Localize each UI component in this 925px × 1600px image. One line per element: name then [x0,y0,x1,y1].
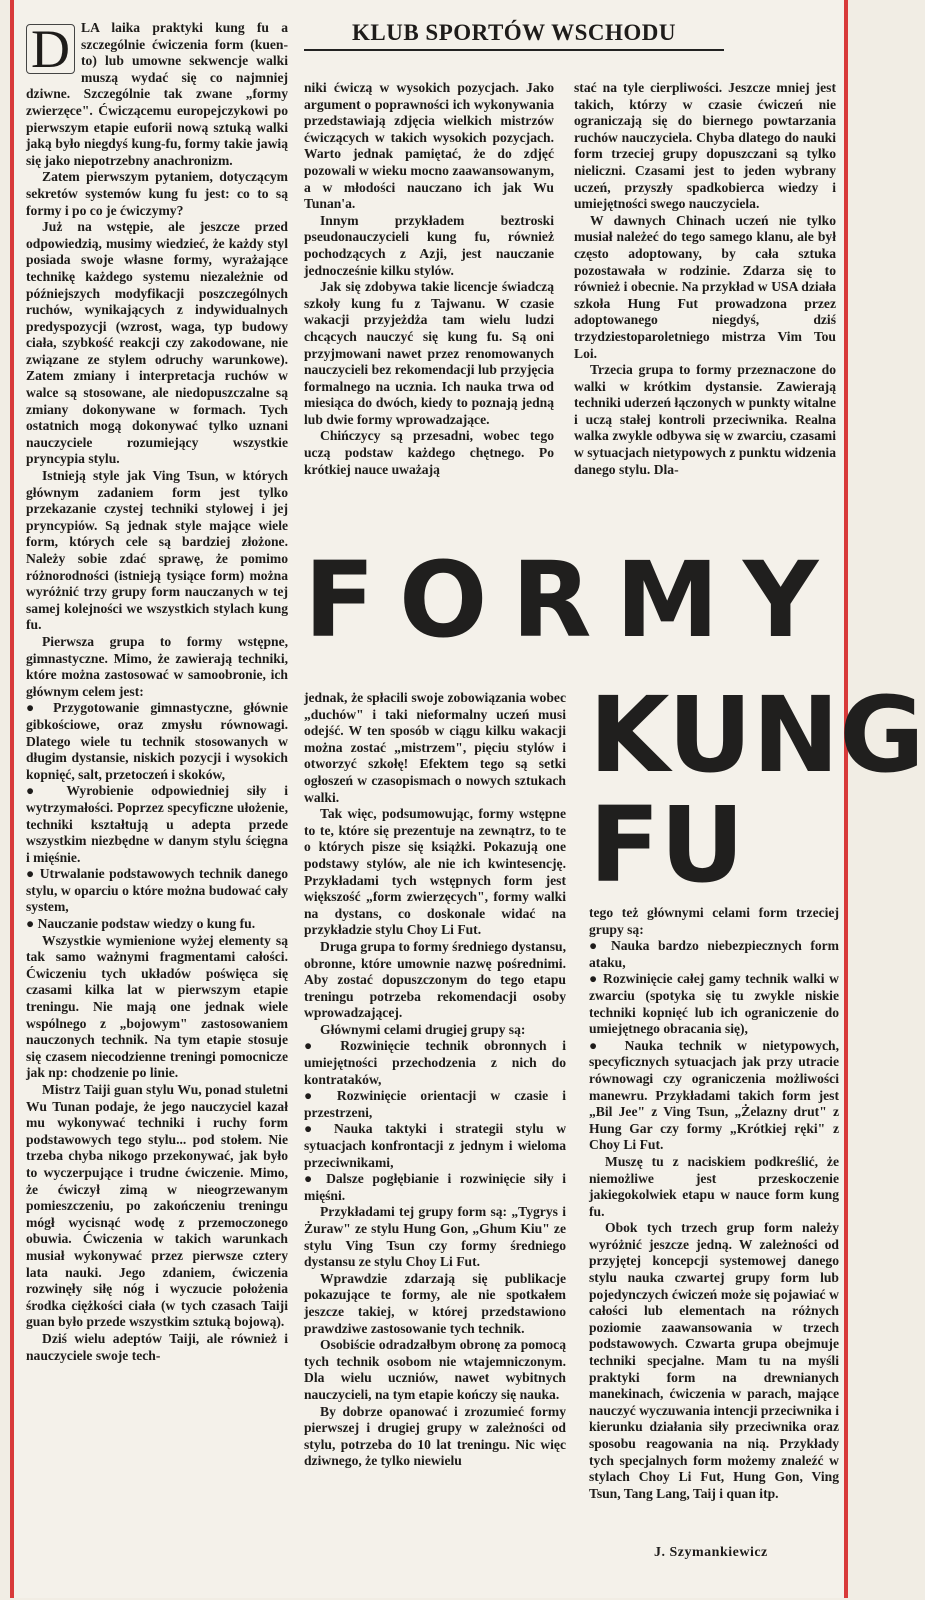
author-signature: J. Szymankiewicz [654,1545,768,1560]
bullet-item: ● Rozwinięcie technik obronnych i umiejętności przechodzenia z nich do kontrataków, [304,1038,566,1088]
paragraph: Pierwsza grupa to formy wstępne, gimnastyczne. Mimo, że zawierają techniki, które można zastosować w samoobronie, ich głównym celem jest: [26,633,288,699]
paragraph: Istnieją style jak Ving Tsun, w których głównym zadaniem form jest tylko przekazanie czystej techniki stylowej i jej pryncypiów. Są jednak style mające wiele form, których cele są bardziej złożone. Należy sobie zdać sprawę, że pomimo różnorodności (istnieją tysiące form) można wyróżnić trzy grupy form nauczanych w tej samej kolejności we wszystkich stylach kung fu. [26,468,288,633]
paragraph: LA laika praktyki kung fu a szczególnie ćwiczenia form (kuen-to) lub umowne sekwencje walki muszą wydać się co najmniej dziwne. Szczególnie tak zwane „formy zwierzęce". Ćwiczącemu europejczykowi po pierwszym etapie euforii nową sztuką walki jaką było niegdyś kung-fu, formy takie jawią się jako niepotrzebny anachronizm. [26,20,288,168]
column-2-top [304,80,554,528]
paragraph: Jak się zdobywa takie licencje świadczą szkoły kung fu z Tajwanu. W czasie wakacji przyjeżdża tam wielu ludzi chcących nauczyć się kung fu. Są oni przyjmowani nawet przez renomowanych nauczycieli bez rekomendacji lub przyjęcia formalnego na ucznia. Ich nauka trwa od miesiąca do dwóch, kiedy to poznają jedną lub dwie formy wprowadzające. [304,279,554,427]
column-2-bottom [304,690,566,1590]
column-3-bottom [589,905,839,1535]
paragraph: Chińczycy są przesadni, wobec tego uczą podstaw każdego chętnego. Po krótkiej nauce uważają [304,428,554,477]
paragraph: jednak, że spłacili swoje zobowiązania wobec „duchów" i taki nieformalny uczeń musi odejść. W ten sposób w ciągu kilku wakacji można zostać „mistrzem", pięciu stylów i otworzyć szkołę! Efektem tego są setki ogłoszeń w czasopismach o nowych sztukach walki. [304,690,566,805]
paragraph: niki ćwiczą w wysokich pozycjach. Jako argument o poprawności ich wykonywania przedstawiają zdjęcia wielkich mistrzów ćwiczących w takich wysokich pozycjach. Warto jednak pamiętać, że do zdjęć pozowali w wieku mocno zaawansowanym, a w młodości nauczano ich jak Wu Tunan'a. [304,80,554,212]
bullet-item: ● Przygotowanie gimnastyczne, głównie gibkościowe, oraz zmysłu równowagi. Dlatego wiele tu technik stosowanych w długim dystansie, niskich pozycji i wysokich kopnięć, salt, przetoczeń i skoków, [26,700,288,783]
paragraph: By dobrze opanować i zrozumieć formy pierwszej i drugiej grupy w zależności od stylu, potrzeba do 10 lat treningu. Nic więc dziwnego, że tylko niewielu [304,1403,566,1469]
paragraph: Mistrz Taiji guan stylu Wu, ponad stuletni Wu Tunan podaje, że jego nauczyciel kazał mu wykonywać techniki i ruchy form podstawowych tego stylu... pod stołem. Nie trzeba chyba nikogo przekonywać, jak było to wyczerpujące i trudne ćwiczenie. Mimo, że ćwiczył zimą w nieogrzewanym pomieszczeniu, po zakończeniu treningu mógł wycisnąć wodę z przemoczonego obuwia. Ćwiczenia w takich warunkach musiał wykonywać przez pierwsze cztery lata nauki. Jego zdaniem, ćwiczenia rozwinęły siłę nóg i wyczucie położenia środka ciężkości ciała (w tych czasach Taiji guan było przede wszystkim sztuką bojową). [26,1082,288,1330]
column-3-top [574,80,836,528]
paragraph: Obok tych trzech grup form należy wyróżnić jeszcze jedną. W zależności od przyjętej koncepcji systemowej danego stylu nauka czwartej grupy form lub pojedynczych ćwiczeń może się pojawiać w całości lub elementach na różnych poziomie zaawansowania w trzech podstawowych. Czwarta grupa obejmuje techniki specjalne. Mam tu na myśli praktyki form na drewnianych manekinach, ćwiczenia w parach, mające nauczyć wyczuwania intencji przeciwnika i kierunku działania siły przeciwnika oraz sposobu reagowania na nią. Przykłady tych specjalnych form możemy znaleźć w stylach Choy Li Fut, Hung Gon, Ving Tsun, Tang Lang, Taij i quan itp. [589,1220,839,1501]
bullet-item: ● Rozwinięcie orientacji w czasie i przestrzeni, [304,1088,566,1121]
paragraph: Przykładami tej grupy form są: „Tygrys i Żuraw" ze stylu Hung Gon, „Ghum Kiu" ze stylu Ving Tsun czy formy średniego dystansu ze stylu Choy Li Fut. [304,1204,566,1270]
bullet-item: ● Wyrobienie odpowiedniej siły i wytrzymałości. Poprzez specyficzne ułożenie, techniki kształtują u adepta przede wszystkim niezbędne w danym stylu ścięgna i mięśnie. [26,783,288,866]
section-headline: KLUB SPORTÓW WSCHODU [304,20,724,51]
bullet-item: ● Nauka technik w nietypowych, specyficznych sytuacjach jak przy utracie równowagi czy ograniczenia możliwości manewru. Przykładami takich form jest „Bil Jee" z Ving Tsun, „Żelazny drut" z Hung Gar czy formy „Krótkiej ręki" z Choy Li Fut. [589,1038,839,1154]
paragraph: Wprawdzie zdarzają się publikacje pokazujące te formy, ale nie spotkałem jeszcze takiej, w której przedstawiono prawdziwe zastosowanie tych technik. [304,1270,566,1336]
paragraph: Trzecia grupa to formy przeznaczone do walki w krótkim dystansie. Zawierają techniki uderzeń łączonych w punkty witalne i uczą stałej kontroli przeciwnika. Realna walka zwykle odbywa się w zwarciu, czasami w sytuacjach nietypowych z punktu widzenia danego stylu. Dla- [574,362,836,477]
bullet-item: ● Nauczanie podstaw wiedzy o kung fu. [26,916,288,933]
paragraph: Wszystkie wymienione wyżej elementy są tak samo ważnymi fragmentami całości. Ćwiczeniu tych układów poświęca się czasami kilka lat w pierwszym etapie treningu. Nie mają one jednak wiele wspólnego z „bojowym" zastosowaniem nauczonych technik. Na tym etapie stosuje się czasem niecodzienne treningi pomocnicze jak np: chodzenie po linie. [26,932,288,1081]
paragraph: Druga grupa to formy średniego dystansu, obronne, które umownie nazwę pośrednimi. Aby zostać dopuszczonym do tego etapu treningu potrzeba rekomendacji osoby wprowadzającej. [304,938,566,1021]
bullet-item: ● Dalsze pogłębianie i rozwinięcie siły i mięśni. [304,1171,566,1204]
bullet-item: ● Rozwinięcie całej gamy technik walki w zwarciu (spotyka się tu zwykle niskie techniki kopnięć lub ich ograniczenie do umiejętnego obracania się), [589,971,839,1037]
paragraph: Muszę tu z naciskiem podkreślić, że niemożliwe jest przeskoczenie jakiegokolwiek etapu w nauce form kung fu. [589,1153,839,1219]
paragraph: Innym przykładem beztroski pseudonauczycieli kung fu, również pochodzących z Azji, jest nauczanie jednocześnie kilku stylów. [304,212,554,278]
paragraph: tego też głównymi celami form trzeciej grupy są: [589,905,839,937]
paragraph: Tak więc, podsumowując, formy wstępne to te, które się prezentuje na zewnątrz, to te o których pisze się książki. Pokazują one podstawy stylów, ale nie ich kwintesencję. Przykładami tych wstępnych form jest większość „form zwierzęcych", formy walki na dystans, co doskonale widać na przykładzie stylu Choy Li Fut. [304,806,566,938]
title-kung: KUNG [589,674,925,796]
paragraph: Zatem pierwszym pytaniem, dotyczącym sekretów systemów kung fu jest: co to są formy i po co je ćwiczymy? [26,169,288,218]
title-fu: FU [589,784,745,906]
title-formy: FORMY [304,539,843,661]
paragraph: Dziś wielu adeptów Taiji, ale również i nauczyciele swoje tech- [26,1330,288,1363]
paragraph: Już na wstępie, ale jeszcze przed odpowiedzią, musimy wiedzieć, że każdy styl posiada swoje własne formy, wyrażające technikę każdego systemu niezależnie od późniejszych modyfikacji poszczególnych ruchów, wynikających z indywidualnych predyspozycji (wzrost, waga, typ budowy ciała, szybkość reakcji czy zakodowane, nie związane ze stylem odruchy warunkowe). Zatem zmiany i interpretacja ruchów w walce są stosowane, ale niedopuszczalne są zmiany dokonywane w formach. Tych ostatnich mogą dokonywać tylko uznani nauczyciele rozumiejący wszystkie pryncypia stylu. [26,219,288,467]
bullet-item: ● Utrwalanie podstawowych technik danego stylu, w oparciu o które można budować cały system, [26,866,288,916]
newspaper-page [10,0,925,1598]
column-1 [26,20,288,1590]
paragraph: stać na tyle cierpliwości. Jeszcze mniej jest takich, którzy w czasie ćwiczeń nie ograniczają się do biernego powtarzania ruchów nauczyciela. Chyba dlatego do nauki form trzeciej grupy dopuszczani są tylko nieliczni. Czasami jest to jeden wybrany uczeń, przyszły spadkobierca wiedzy i umiejętności swego nauczyciela. [574,80,836,212]
paragraph: W dawnych Chinach uczeń nie tylko musiał należeć do tego samego klanu, ale był często adoptowany, by cała sztuka pozostawała w rodzinie. Zdarza się to również i obecnie. Na przykład w USA działa szkoła Hung Fut prowadzona przez adoptowanego niegdyś, dziś trzydziestoparoletniego mistrza Vim Tou Loi. [574,212,836,361]
bullet-item: ● Nauka bardzo niebezpiecznych form ataku, [589,938,839,971]
drop-cap: D [26,24,75,74]
paragraph: Głównymi celami drugiej grupy są: [320,1021,526,1037]
paragraph: Osobiście odradzałbym obronę za pomocą tych technik osobom nie wtajemniczonym. Dla wielu uczniów, nawet wybitnych nauczycieli, na tym etapie kończy się nauka. [304,1337,566,1402]
bullet-item: ● Nauka taktyki i strategii stylu w sytuacjach konfrontacji z jednym i wieloma przeciwnikami, [304,1121,566,1171]
